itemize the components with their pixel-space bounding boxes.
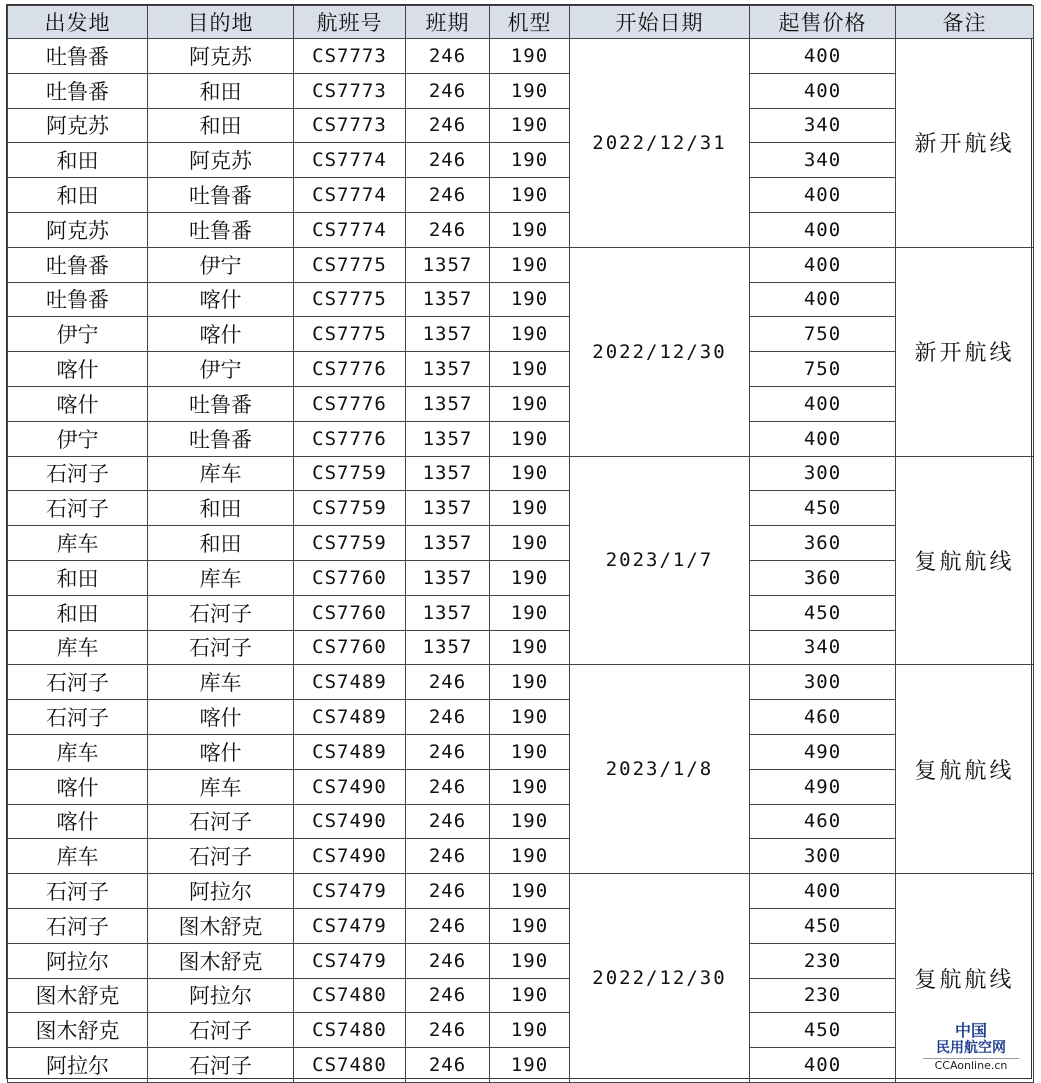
starting-price-cell: 450 — [750, 595, 896, 630]
header-aircraft: 机型 — [490, 6, 570, 39]
destination-cell: 阿拉尔 — [148, 978, 294, 1013]
flight-number-cell: CS7760 — [294, 595, 406, 630]
origin-cell: 喀什 — [8, 386, 148, 421]
starting-price-cell: 360 — [750, 560, 896, 595]
aircraft-cell: 190 — [490, 39, 570, 74]
aircraft-cell: 190 — [490, 526, 570, 561]
flight-number-cell: CS7773 — [294, 108, 406, 143]
start-date-cell: 2023/1/8 — [570, 665, 750, 874]
starting-price-cell: 230 — [750, 978, 896, 1013]
flight-number-cell: CS7490 — [294, 839, 406, 874]
table-row — [8, 143, 1034, 178]
origin-cell: 石河子 — [8, 491, 148, 526]
schedule-cell: 246 — [406, 108, 490, 143]
flight-number-cell: CS7490 — [294, 804, 406, 839]
origin-cell: 石河子 — [8, 874, 148, 909]
aircraft-cell: 190 — [490, 73, 570, 108]
destination-cell: 图木舒克 — [148, 943, 294, 978]
starting-price-cell: 400 — [750, 178, 896, 213]
flight-number-cell: CS7489 — [294, 734, 406, 769]
aircraft-cell: 190 — [490, 560, 570, 595]
flight-number-cell: CS7489 — [294, 665, 406, 700]
destination-cell: 和田 — [148, 108, 294, 143]
origin-cell: 石河子 — [8, 908, 148, 943]
schedule-cell: 1357 — [406, 630, 490, 665]
origin-cell: 吐鲁番 — [8, 39, 148, 74]
flight-number-cell: CS7776 — [294, 421, 406, 456]
origin-cell: 图木舒克 — [8, 1013, 148, 1048]
schedule-cell: 1357 — [406, 247, 490, 282]
flight-number-cell: CS7760 — [294, 560, 406, 595]
flight-number-cell: CS7480 — [294, 978, 406, 1013]
destination-cell: 吐鲁番 — [148, 386, 294, 421]
aircraft-cell: 190 — [490, 700, 570, 735]
destination-cell: 和田 — [148, 73, 294, 108]
watermark-line-1: 中国 — [954, 1020, 987, 1040]
origin-cell: 阿拉尔 — [8, 1048, 148, 1083]
destination-cell: 阿拉尔 — [148, 874, 294, 909]
aircraft-cell: 190 — [490, 317, 570, 352]
table-row — [8, 839, 1034, 874]
aircraft-cell: 190 — [490, 630, 570, 665]
aircraft-cell: 190 — [490, 734, 570, 769]
schedule-cell: 246 — [406, 978, 490, 1013]
table-row — [8, 317, 1034, 352]
table-row — [8, 212, 1034, 247]
schedule-cell: 246 — [406, 874, 490, 909]
starting-price-cell: 400 — [750, 282, 896, 317]
schedule-cell: 246 — [406, 769, 490, 804]
aircraft-cell: 190 — [490, 491, 570, 526]
starting-price-cell: 750 — [750, 352, 896, 387]
starting-price-cell: 490 — [750, 734, 896, 769]
schedule-cell: 1357 — [406, 386, 490, 421]
schedule-cell: 1357 — [406, 456, 490, 491]
origin-cell: 和田 — [8, 143, 148, 178]
flight-number-cell: CS7480 — [294, 1048, 406, 1083]
header-origin: 出发地 — [8, 6, 148, 39]
destination-cell: 图木舒克 — [148, 908, 294, 943]
table-row — [8, 769, 1034, 804]
table-row — [8, 804, 1034, 839]
table-row — [8, 352, 1034, 387]
starting-price-cell: 230 — [750, 943, 896, 978]
table-row — [8, 386, 1034, 421]
flight-number-cell: CS7774 — [294, 143, 406, 178]
flight-number-cell: CS7775 — [294, 317, 406, 352]
watermark-line-2: 民用航空网 — [936, 1040, 1006, 1057]
flight-number-cell: CS7774 — [294, 212, 406, 247]
aircraft-cell: 190 — [490, 978, 570, 1013]
starting-price-cell: 300 — [750, 665, 896, 700]
origin-cell: 库车 — [8, 734, 148, 769]
starting-price-cell: 400 — [750, 421, 896, 456]
schedule-cell: 246 — [406, 734, 490, 769]
aircraft-cell: 190 — [490, 665, 570, 700]
table-row — [8, 39, 1034, 74]
aircraft-cell: 190 — [490, 282, 570, 317]
flight-number-cell: CS7775 — [294, 282, 406, 317]
starting-price-cell: 400 — [750, 247, 896, 282]
table-row — [8, 734, 1034, 769]
schedule-cell: 246 — [406, 212, 490, 247]
origin-cell: 阿克苏 — [8, 212, 148, 247]
destination-cell: 石河子 — [148, 804, 294, 839]
aircraft-cell: 190 — [490, 352, 570, 387]
starting-price-cell: 400 — [750, 212, 896, 247]
header-remarks: 备注 — [896, 6, 1034, 39]
destination-cell: 石河子 — [148, 630, 294, 665]
destination-cell: 石河子 — [148, 839, 294, 874]
table-row — [8, 108, 1034, 143]
schedule-cell: 1357 — [406, 421, 490, 456]
flight-number-cell: CS7774 — [294, 178, 406, 213]
aircraft-cell: 190 — [490, 874, 570, 909]
origin-cell: 图木舒克 — [8, 978, 148, 1013]
aircraft-cell: 190 — [490, 1048, 570, 1083]
destination-cell: 伊宁 — [148, 247, 294, 282]
header-schedule: 班期 — [406, 6, 490, 39]
starting-price-cell: 450 — [750, 491, 896, 526]
schedule-cell: 246 — [406, 700, 490, 735]
flight-number-cell: CS7776 — [294, 352, 406, 387]
schedule-cell: 246 — [406, 1013, 490, 1048]
aircraft-cell: 190 — [490, 212, 570, 247]
remarks-cell: 新开航线 — [896, 247, 1034, 456]
table-row — [8, 943, 1034, 978]
aircraft-cell: 190 — [490, 247, 570, 282]
starting-price-cell: 400 — [750, 1048, 896, 1083]
aircraft-cell: 190 — [490, 943, 570, 978]
flight-number-cell: CS7773 — [294, 39, 406, 74]
starting-price-cell: 460 — [750, 804, 896, 839]
schedule-cell: 246 — [406, 804, 490, 839]
flight-number-cell: CS7776 — [294, 386, 406, 421]
origin-cell: 石河子 — [8, 700, 148, 735]
origin-cell: 喀什 — [8, 804, 148, 839]
flight-number-cell: CS7479 — [294, 908, 406, 943]
table-row — [8, 978, 1034, 1013]
destination-cell: 喀什 — [148, 317, 294, 352]
starting-price-cell: 490 — [750, 769, 896, 804]
header-start-date: 开始日期 — [570, 6, 750, 39]
origin-cell: 伊宁 — [8, 317, 148, 352]
starting-price-cell: 400 — [750, 39, 896, 74]
destination-cell: 喀什 — [148, 282, 294, 317]
starting-price-cell: 340 — [750, 108, 896, 143]
starting-price-cell: 400 — [750, 874, 896, 909]
remarks-cell: 复航航线 — [896, 874, 1034, 1083]
schedule-cell: 246 — [406, 839, 490, 874]
flight-route-table — [7, 5, 1034, 1083]
schedule-cell: 1357 — [406, 560, 490, 595]
flight-number-cell: CS7759 — [294, 526, 406, 561]
origin-cell: 喀什 — [8, 352, 148, 387]
schedule-cell: 1357 — [406, 317, 490, 352]
schedule-cell: 246 — [406, 178, 490, 213]
aircraft-cell: 190 — [490, 421, 570, 456]
destination-cell: 伊宁 — [148, 352, 294, 387]
table-row — [8, 456, 1034, 491]
aircraft-cell: 190 — [490, 456, 570, 491]
table-row — [8, 282, 1034, 317]
starting-price-cell: 340 — [750, 630, 896, 665]
destination-cell: 吐鲁番 — [148, 178, 294, 213]
destination-cell: 库车 — [148, 456, 294, 491]
starting-price-cell: 750 — [750, 317, 896, 352]
starting-price-cell: 450 — [750, 1013, 896, 1048]
origin-cell: 吐鲁番 — [8, 247, 148, 282]
schedule-cell: 1357 — [406, 352, 490, 387]
aircraft-cell: 190 — [490, 386, 570, 421]
origin-cell: 库车 — [8, 839, 148, 874]
table-row — [8, 247, 1034, 282]
remarks-cell: 新开航线 — [896, 39, 1034, 248]
starting-price-cell: 360 — [750, 526, 896, 561]
table-row — [8, 526, 1034, 561]
ccaonline-watermark — [923, 1022, 1019, 1073]
destination-cell: 喀什 — [148, 700, 294, 735]
flight-number-cell: CS7759 — [294, 491, 406, 526]
header-destination: 目的地 — [148, 6, 294, 39]
aircraft-cell: 190 — [490, 143, 570, 178]
starting-price-cell: 460 — [750, 700, 896, 735]
destination-cell: 喀什 — [148, 734, 294, 769]
schedule-cell: 246 — [406, 143, 490, 178]
starting-price-cell: 300 — [750, 839, 896, 874]
origin-cell: 库车 — [8, 630, 148, 665]
schedule-cell: 246 — [406, 1048, 490, 1083]
start-date-cell: 2022/12/31 — [570, 39, 750, 248]
flight-number-cell: CS7479 — [294, 874, 406, 909]
start-date-cell: 2022/12/30 — [570, 247, 750, 456]
aircraft-cell: 190 — [490, 1013, 570, 1048]
table-row — [8, 421, 1034, 456]
schedule-cell: 1357 — [406, 595, 490, 630]
destination-cell: 石河子 — [148, 1013, 294, 1048]
table-row — [8, 491, 1034, 526]
schedule-cell: 246 — [406, 39, 490, 74]
schedule-cell: 246 — [406, 665, 490, 700]
destination-cell: 吐鲁番 — [148, 421, 294, 456]
table-row — [8, 595, 1034, 630]
origin-cell: 石河子 — [8, 665, 148, 700]
destination-cell: 阿克苏 — [148, 143, 294, 178]
starting-price-cell: 340 — [750, 143, 896, 178]
start-date-cell: 2022/12/30 — [570, 874, 750, 1083]
flight-number-cell: CS7490 — [294, 769, 406, 804]
aircraft-cell: 190 — [490, 804, 570, 839]
table-row — [8, 874, 1034, 909]
destination-cell: 阿克苏 — [148, 39, 294, 74]
destination-cell: 库车 — [148, 769, 294, 804]
table-body — [8, 39, 1034, 1083]
aircraft-cell: 190 — [490, 108, 570, 143]
destination-cell: 库车 — [148, 560, 294, 595]
destination-cell: 石河子 — [148, 1048, 294, 1083]
route-table-frame — [6, 4, 1032, 1079]
origin-cell: 喀什 — [8, 769, 148, 804]
aircraft-cell: 190 — [490, 839, 570, 874]
origin-cell: 吐鲁番 — [8, 282, 148, 317]
table-row — [8, 665, 1034, 700]
origin-cell: 阿克苏 — [8, 108, 148, 143]
schedule-cell: 1357 — [406, 526, 490, 561]
table-row — [8, 700, 1034, 735]
table-header-row — [8, 6, 1034, 39]
flight-number-cell: CS7479 — [294, 943, 406, 978]
aircraft-cell: 190 — [490, 908, 570, 943]
origin-cell: 库车 — [8, 526, 148, 561]
schedule-cell: 246 — [406, 73, 490, 108]
header-starting-price: 起售价格 — [750, 6, 896, 39]
header-flight-number: 航班号 — [294, 6, 406, 39]
flight-number-cell: CS7775 — [294, 247, 406, 282]
start-date-cell: 2023/1/7 — [570, 456, 750, 665]
table-row — [8, 73, 1034, 108]
destination-cell: 和田 — [148, 491, 294, 526]
schedule-cell: 246 — [406, 943, 490, 978]
table-row — [8, 1013, 1034, 1048]
schedule-cell: 246 — [406, 908, 490, 943]
origin-cell: 和田 — [8, 595, 148, 630]
starting-price-cell: 400 — [750, 73, 896, 108]
flight-number-cell: CS7489 — [294, 700, 406, 735]
aircraft-cell: 190 — [490, 595, 570, 630]
origin-cell: 和田 — [8, 560, 148, 595]
starting-price-cell: 400 — [750, 386, 896, 421]
origin-cell: 吐鲁番 — [8, 73, 148, 108]
schedule-cell: 1357 — [406, 282, 490, 317]
origin-cell: 伊宁 — [8, 421, 148, 456]
watermark-line-3: CCAonline.cn — [923, 1058, 1019, 1073]
starting-price-cell: 300 — [750, 456, 896, 491]
remarks-cell: 复航航线 — [896, 665, 1034, 874]
table-row — [8, 178, 1034, 213]
flight-number-cell: CS7773 — [294, 73, 406, 108]
destination-cell: 吐鲁番 — [148, 212, 294, 247]
table-row — [8, 908, 1034, 943]
flight-number-cell: CS7480 — [294, 1013, 406, 1048]
destination-cell: 和田 — [148, 526, 294, 561]
table-row — [8, 630, 1034, 665]
flight-number-cell: CS7759 — [294, 456, 406, 491]
origin-cell: 石河子 — [8, 456, 148, 491]
origin-cell: 阿拉尔 — [8, 943, 148, 978]
table-row — [8, 1048, 1034, 1083]
destination-cell: 石河子 — [148, 595, 294, 630]
aircraft-cell: 190 — [490, 178, 570, 213]
aircraft-cell: 190 — [490, 769, 570, 804]
remarks-cell: 复航航线 — [896, 456, 1034, 665]
destination-cell: 库车 — [148, 665, 294, 700]
schedule-cell: 1357 — [406, 491, 490, 526]
flight-number-cell: CS7760 — [294, 630, 406, 665]
table-row — [8, 560, 1034, 595]
starting-price-cell: 450 — [750, 908, 896, 943]
origin-cell: 和田 — [8, 178, 148, 213]
